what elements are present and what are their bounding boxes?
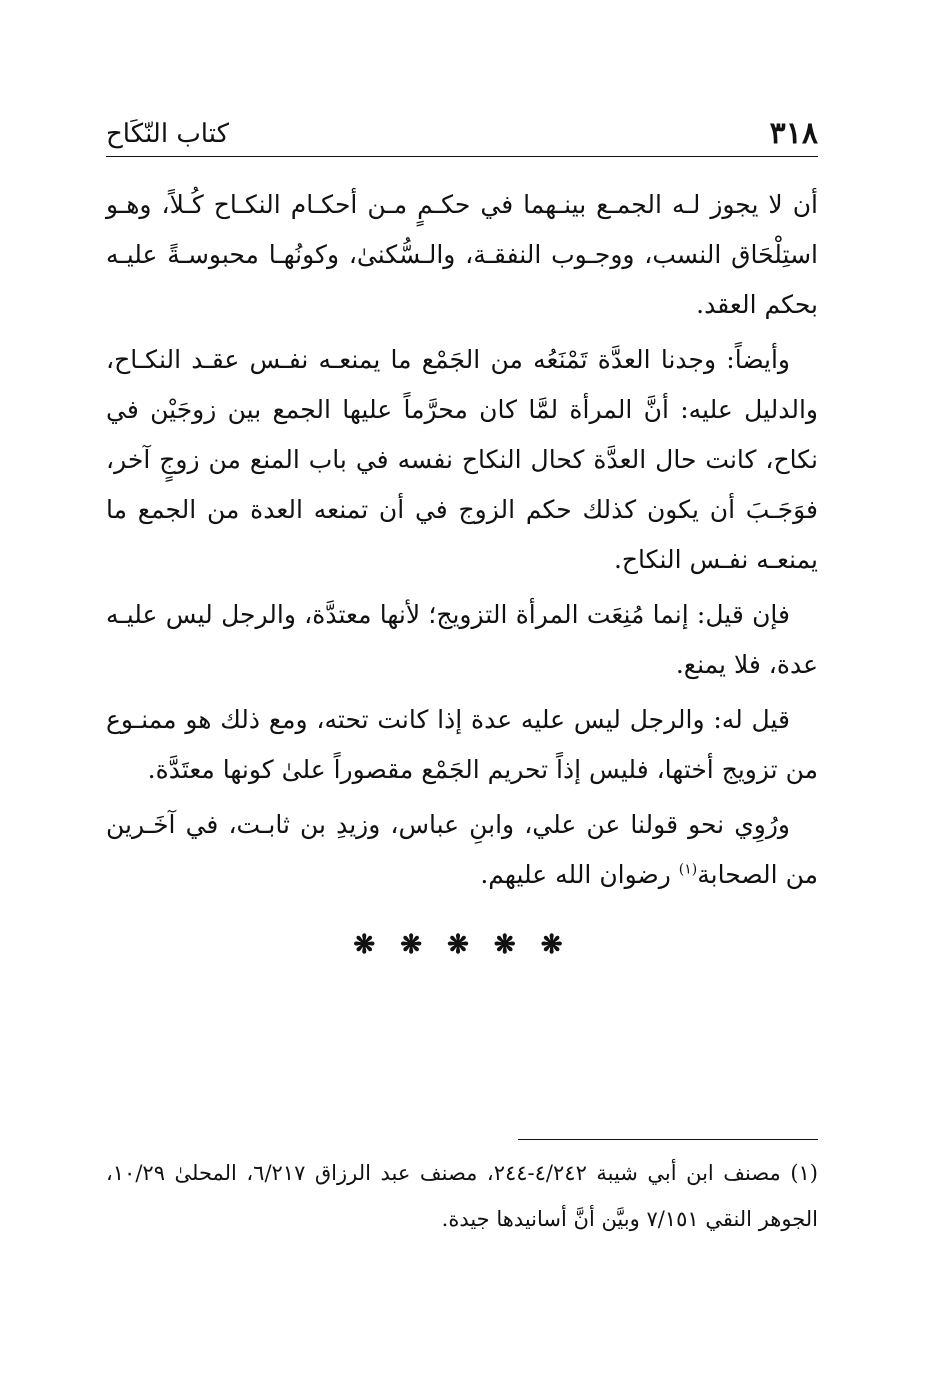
page-number: ٣١٨	[769, 116, 818, 151]
footnote-divider	[518, 1139, 818, 1140]
paragraph: فإن قيل: إنما مُنِعَت المرأة التزويج؛ لأنها معتدَّة، والرجل ليس عليـه عدة، فلا يمنع.	[106, 600, 818, 679]
paragraph-text: ورُوِي نحو قولنا عن علي، وابنِ عباس، وزيدِ بن ثابـت، في آخَـرين من الصحابة	[106, 810, 818, 889]
paragraph-tail: رضوان الله عليهم.	[480, 860, 679, 889]
footnote-marker[interactable]: (١)	[678, 861, 698, 878]
paragraph: قيل له: والرجل ليس عليه عدة إذا كانت تحته، ومع ذلك هو ممنـوع من تزويج أختها، فليس إذاً تحريم الجَمْع مقصوراً علىٰ كونها معتَدَّة.	[106, 705, 818, 784]
footnotes	[106, 1150, 818, 1242]
paragraph: أن لا يجوز لـه الجمـع بينـهما في حكـمٍ مـن أحكـام النكـاح كُـلاً، وهـو استِلْحَاق النسب، ووجـوب النفقـة، والـسُّكنىٰ، وكونُهـا محبوسـةً عليـه بحكم العقد.	[106, 190, 818, 319]
section-separator: ❋ ❋ ❋ ❋ ❋	[353, 930, 571, 960]
paragraph-with-footnote	[106, 800, 818, 900]
page-header	[106, 112, 818, 157]
footnote-item: (١) مصنف ابن أبي شيبة ٤/٢٤٢-٢٤٤، مصنف عبد الرزاق ٦/٢١٧، المحلىٰ ١٠/٢٩، الجوهر النقي ٧/١٥١ وبيَّن أنَّ أسانيدها جيدة.	[106, 1161, 818, 1231]
body-text	[106, 180, 818, 905]
paragraph: وأيضاً: وجدنا العدَّة تَمْنَعُه من الجَمْع ما يمنعـه نفـس عقـد النكـاح، والدليل عليه: أنَّ المرأة لمَّا كان محرَّماً عليها الجمع بين زوجَيْن في نكاح، كانت حال العدَّة كحال النكاح نفسه في باب المنع من زوجٍ آخر، فوَجَـبَ أن يكون كذلك حكم الزوج في أن تمنعه العدة من الجمع ما يمنعـه نفـس النكاح.	[106, 345, 818, 574]
running-title: كتاب النّكَاح	[106, 119, 229, 149]
